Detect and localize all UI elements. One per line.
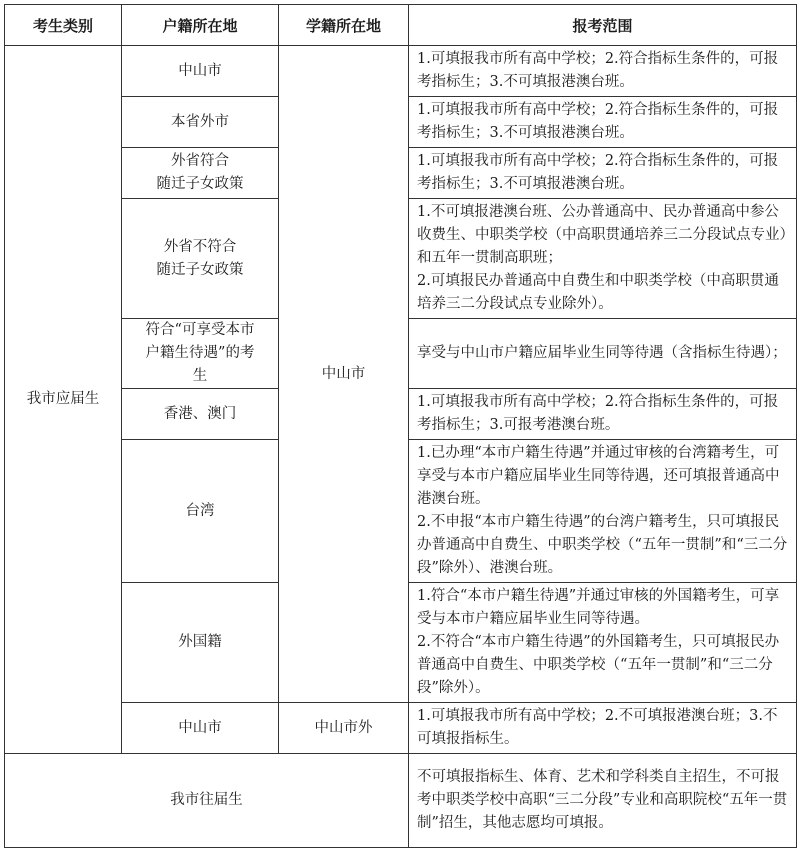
header-row — [5, 5, 797, 46]
category-cell: 我市应届生 — [5, 46, 122, 754]
household-line: 外国籍 — [178, 634, 222, 650]
household-line: 外省符合 — [171, 153, 229, 169]
header-household: 户籍所在地 — [122, 5, 279, 46]
household-cell — [122, 583, 279, 703]
scope-cell — [409, 148, 797, 199]
scope-cell: 不可填报指标生、体育、艺术和学科类自主招生，不可报考中职类学校中高职“三二分段”专业和高职院校“五年一贯制”招生，其他志愿均可填报。 — [409, 754, 797, 848]
school-reg-cell: 中山市 — [279, 46, 409, 703]
scope-paragraph: 1.可填报我市所有高中学校；2.符合指标生条件的，可报考指标生；3.不可填报港澳台班。 — [417, 153, 779, 192]
scope-cell — [409, 97, 797, 148]
table-row — [5, 46, 797, 97]
household-cell — [122, 319, 279, 389]
scope-paragraph: 1.可填报我市所有高中学校；2.符合指标生条件的，可报考指标生；3.可报考港澳台班。 — [417, 394, 779, 433]
header-school-reg: 学籍所在地 — [279, 5, 409, 46]
household-cell — [122, 148, 279, 199]
scope-paragraph: 1.不可填报港澳台班、公办普通高中、民办普通高中参公收费生、中职类学校（中高职贯通培养三二分段试点专业）和五年一贯制高职班； — [417, 204, 787, 266]
scope-paragraph: 1.符合“本市户籍生待遇”并通过审核的外国籍考生，可享受与本市户籍应届毕业生同等待遇。 — [417, 588, 780, 627]
scope-paragraph: 1.可填报我市所有高中学校；2.符合指标生条件的，可报考指标生；3.不可填报港澳台班。 — [417, 102, 779, 141]
scope-cell — [409, 389, 797, 440]
scope-paragraph: 2.可填报民办普通高中自费生和中职类学校（中高职贯通培养三二分段试点专业除外）。 — [417, 273, 779, 312]
scope-cell — [409, 583, 797, 703]
admission-scope-table — [4, 4, 797, 848]
household-cell — [122, 199, 279, 319]
scope-cell — [409, 319, 797, 389]
category-cell: 我市往届生 — [5, 754, 409, 848]
scope-paragraph: 享受与中山市户籍应届毕业生同等待遇（含指标生待遇）； — [417, 345, 787, 361]
table-row — [5, 754, 797, 848]
scope-paragraph: 1.可填报我市所有高中学校；2.符合指标生条件的，可报考指标生；3.不可填报港澳台班。 — [417, 51, 779, 90]
scope-paragraph: 2.不申报“本市户籍生待遇”的台湾户籍考生，只可填报民办普通高中自费生、中职类学校（“五年一贯制”和“三二分段”除外）、港澳台班。 — [417, 514, 788, 576]
household-line: 香港、澳门 — [163, 405, 237, 422]
household-cell — [122, 389, 279, 440]
household-cell — [122, 46, 279, 97]
household-line: 中山市 — [178, 62, 222, 79]
household-cell — [122, 97, 279, 148]
scope-paragraph: 1.已办理“本市户籍生待遇”并通过审核的台湾籍考生，可享受与本市户籍应届毕业生同等待遇，还可填报普通高中港澳台班。 — [417, 445, 780, 507]
scope-cell — [409, 46, 797, 97]
scope-cell — [409, 440, 797, 583]
scope-paragraph: 2.不符合“本市户籍生待遇”的外国籍考生，只可填报民办普通高中自费生、中职类学校（“五年一贯制”和“三二分段”除外）。 — [417, 634, 780, 696]
household-line: 户籍生待遇”的考 — [145, 345, 255, 361]
household-line: 随迁子女政策 — [156, 261, 244, 278]
household-cell: 中山市 — [122, 703, 279, 754]
school-reg-cell: 中山市外 — [279, 703, 409, 754]
header-scope: 报考范围 — [409, 5, 797, 46]
scope-cell: 1.可填报我市所有高中学校；2.不可填报港澳台班；3.不可填报指标生。 — [409, 703, 797, 754]
household-line: 外省不符合 — [163, 238, 237, 255]
household-line: 符合“可享受本市 — [145, 322, 255, 338]
household-cell — [122, 440, 279, 583]
household-line: 台湾 — [185, 502, 215, 519]
household-line: 生 — [192, 368, 208, 384]
header-category: 考生类别 — [5, 5, 122, 46]
household-line: 随迁子女政策 — [156, 176, 244, 192]
household-line: 本省外市 — [171, 113, 229, 130]
scope-cell — [409, 199, 797, 319]
table-row — [5, 703, 797, 754]
table-body — [5, 46, 797, 848]
